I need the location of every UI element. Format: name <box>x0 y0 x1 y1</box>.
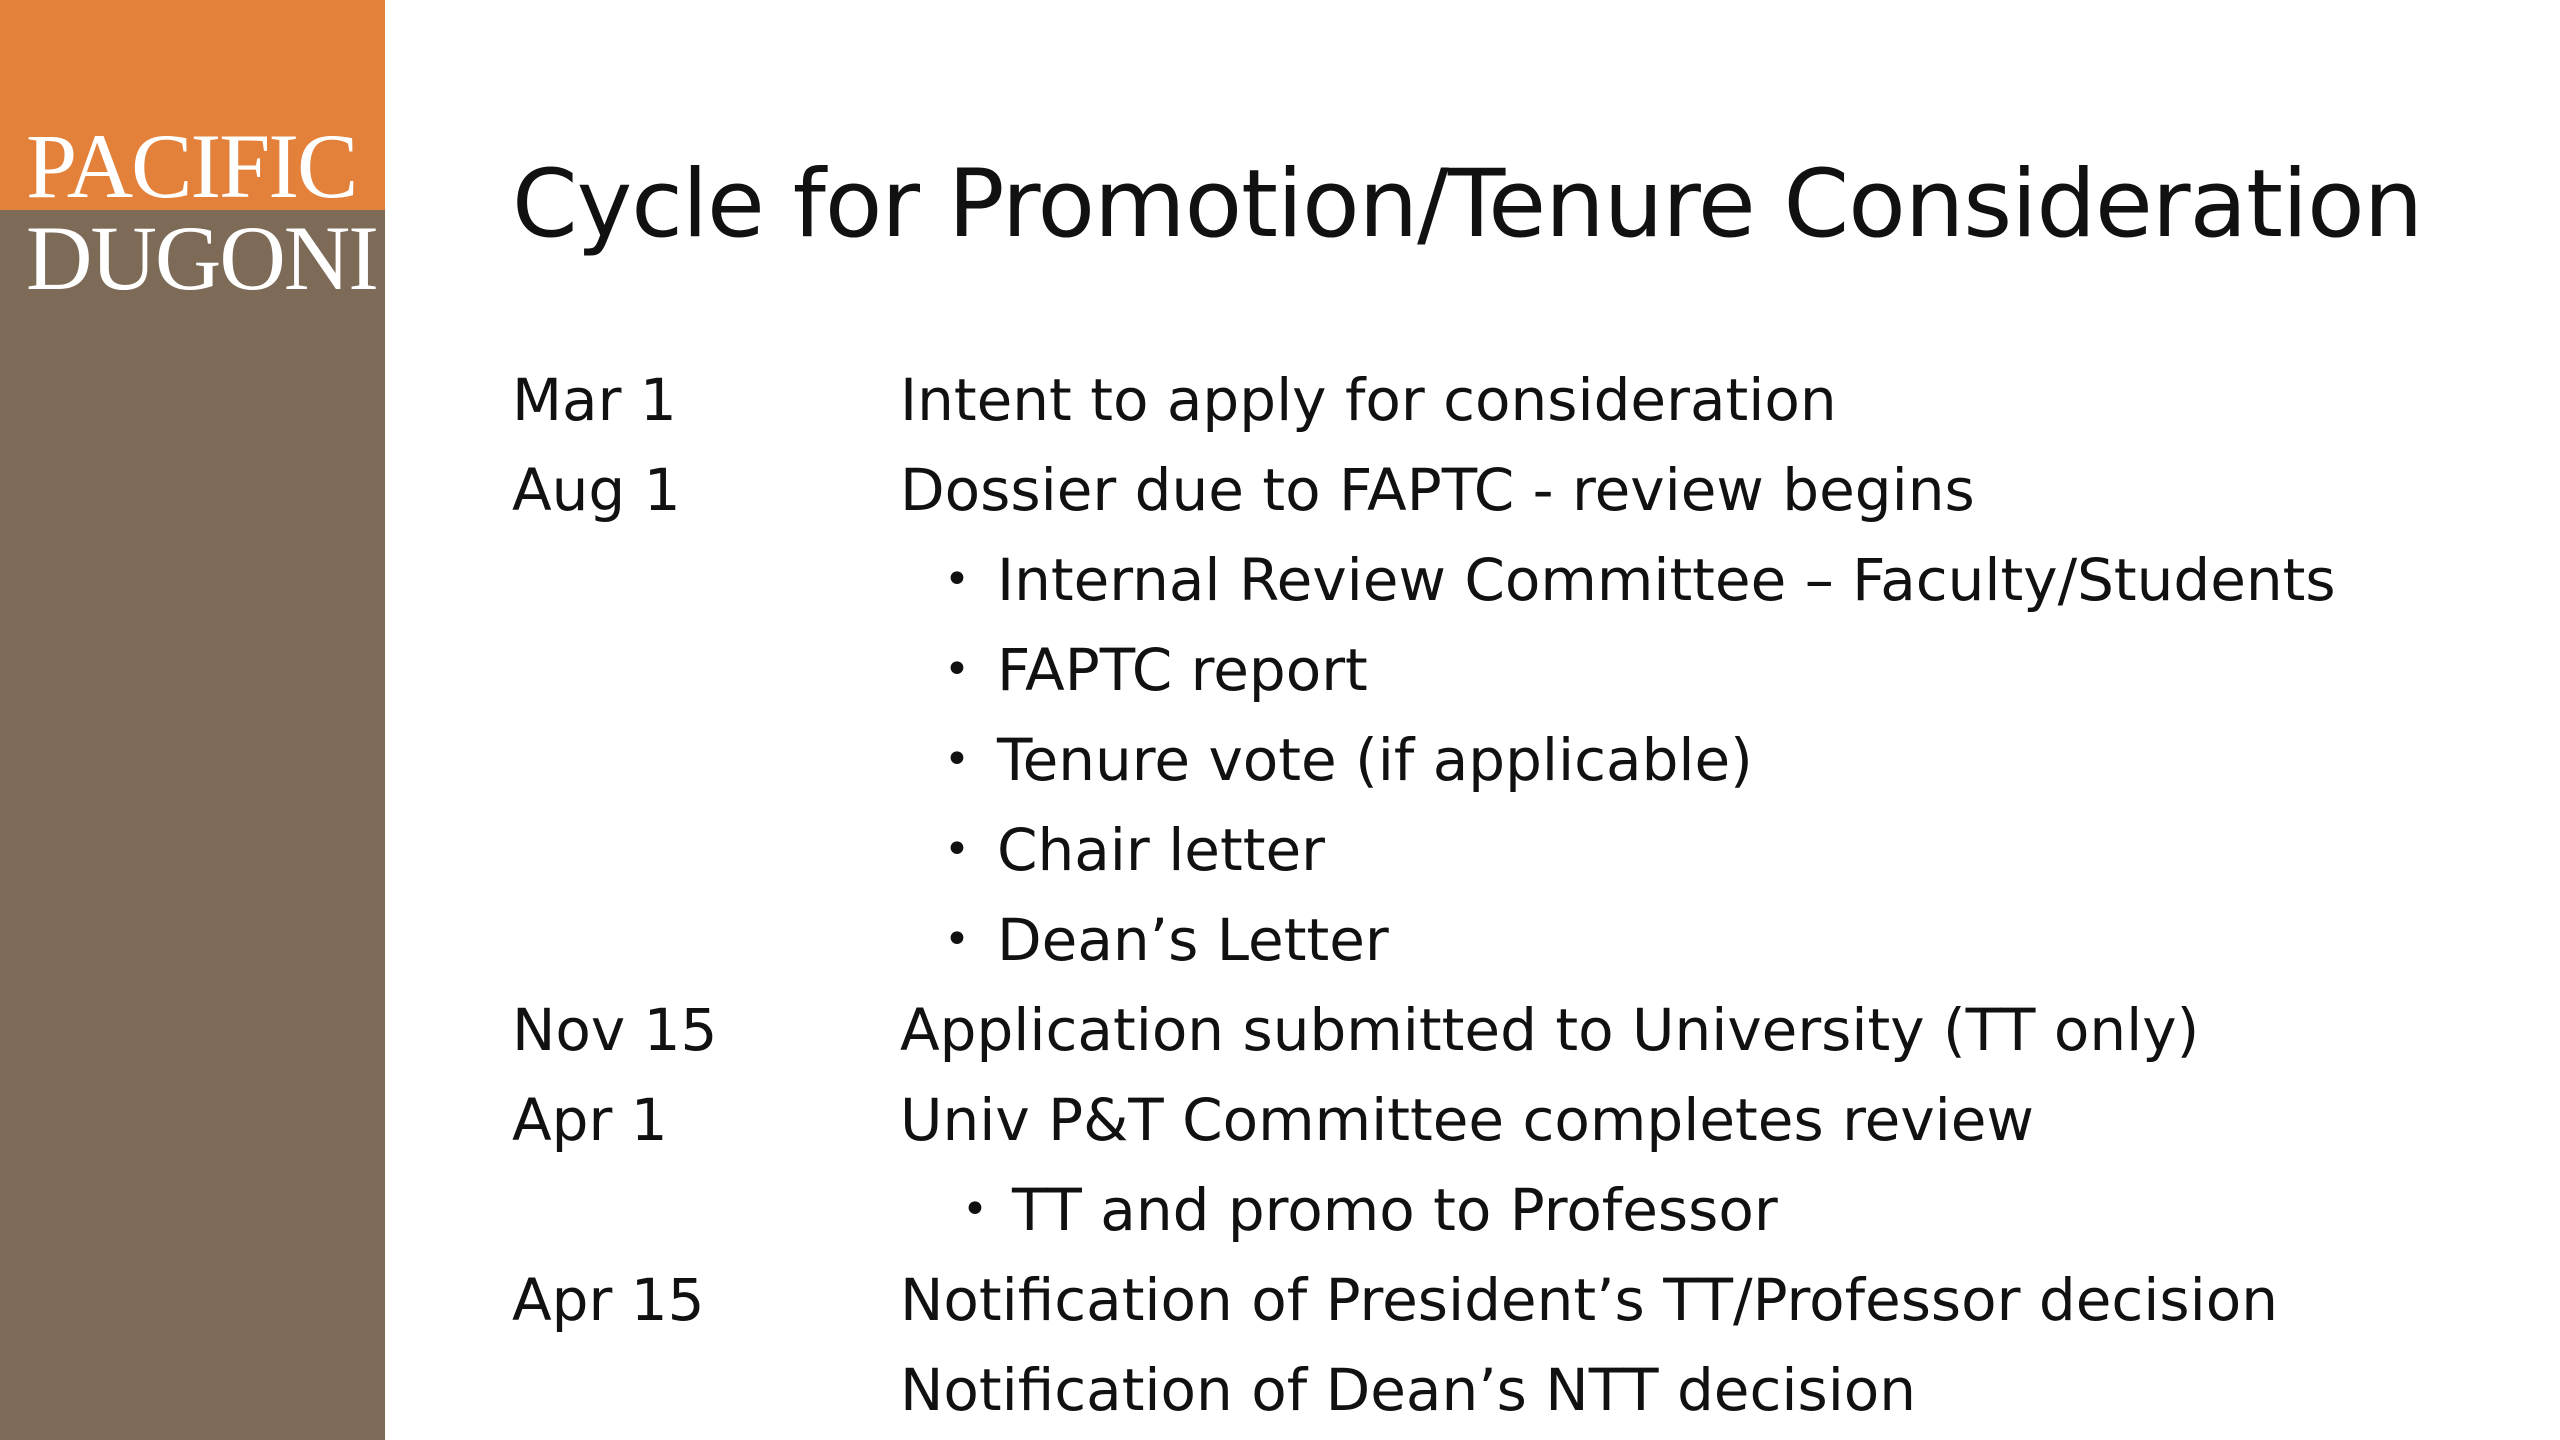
pacific-dugoni-logo <box>26 115 377 309</box>
schedule-row <box>512 355 2512 445</box>
schedule-date: Apr 1 <box>512 1086 668 1154</box>
bullet-icon: • <box>944 554 970 605</box>
bullet-text: Chair letter <box>997 816 1326 884</box>
schedule-bullet-item <box>512 1165 2512 1255</box>
schedule-description: Univ P&T Committee completes review <box>900 1086 2034 1154</box>
bullet-icon: • <box>962 1184 988 1235</box>
bullet-text: Internal Review Committee – Faculty/Students <box>997 546 2336 614</box>
bullet-icon: • <box>944 914 970 965</box>
schedule-date: Aug 1 <box>512 456 681 524</box>
schedule-description: Notification of Dean’s NTT decision <box>900 1356 1917 1424</box>
schedule-row <box>512 1075 2512 1165</box>
schedule-bullet-item <box>512 625 2512 715</box>
bullet-icon: • <box>944 734 970 785</box>
schedule-bullet-item <box>512 895 2512 985</box>
bullet-icon: • <box>944 644 970 695</box>
schedule-date: Nov 15 <box>512 996 718 1064</box>
schedule-row <box>512 1255 2512 1345</box>
schedule-bullet-item <box>512 715 2512 805</box>
bullet-text: TT and promo to Professor <box>1012 1176 1778 1244</box>
schedule-date: Mar 1 <box>512 366 677 434</box>
schedule-date: Apr 15 <box>512 1266 705 1334</box>
schedule-description: Dossier due to FAPTC - review begins <box>900 456 1975 524</box>
bullet-icon: • <box>944 824 970 875</box>
schedule-description: Notification of President’s TT/Professor decision <box>900 1266 2278 1334</box>
bullet-text: FAPTC report <box>997 636 1368 704</box>
schedule-description: Application submitted to University (TT only) <box>900 996 2200 1064</box>
logo-line-dugoni: DUGONI <box>26 207 377 309</box>
schedule-bullet-item <box>512 805 2512 895</box>
bullet-text: Dean’s Letter <box>997 906 1389 974</box>
schedule-row <box>512 1345 2512 1435</box>
logo-line-pacific: PACIFIC <box>26 115 357 217</box>
schedule-row <box>512 985 2512 1075</box>
schedule-list <box>512 355 2512 1435</box>
bullet-text: Tenure vote (if applicable) <box>997 726 1753 794</box>
schedule-row <box>512 445 2512 535</box>
slide-title: Cycle for Promotion/Tenure Consideration <box>512 150 2423 259</box>
schedule-description: Intent to apply for consideration <box>900 366 1837 434</box>
schedule-bullet-item <box>512 535 2512 625</box>
